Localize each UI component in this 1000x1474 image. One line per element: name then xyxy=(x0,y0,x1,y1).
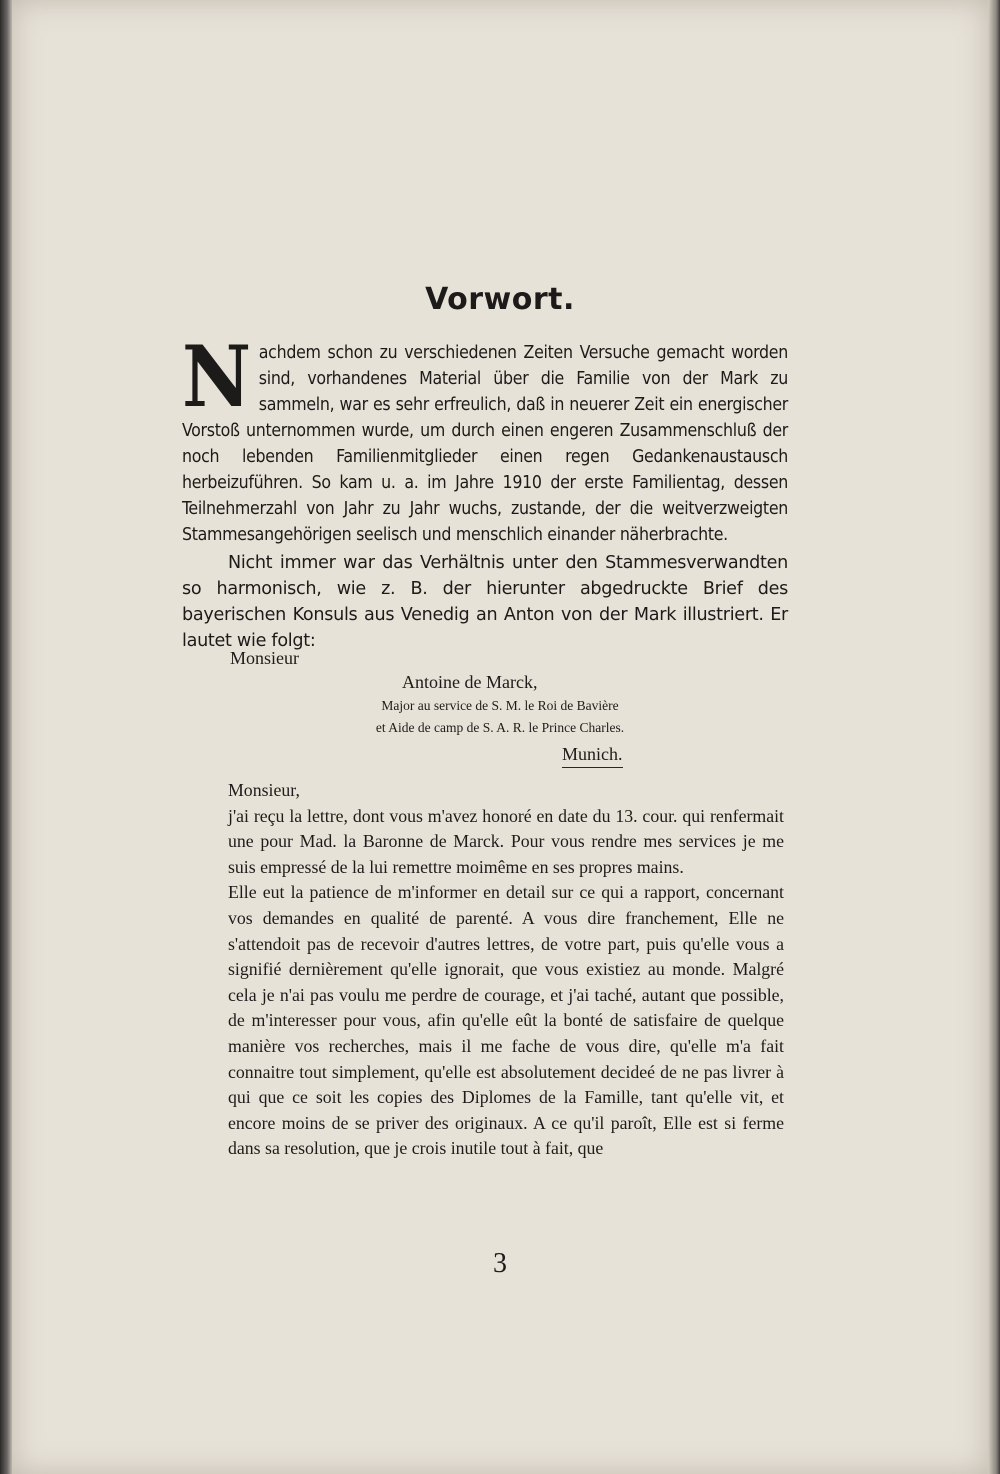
address-salutation: Monsieur xyxy=(230,648,299,668)
intro-paragraph-1 xyxy=(182,327,788,548)
drop-cap: N xyxy=(182,327,251,426)
addressee-rank-line-2: et Aide de camp de S. A. R. le Prince Charles. xyxy=(375,720,625,735)
address-city: Munich. xyxy=(562,744,623,768)
page-title: Vorwort. xyxy=(425,282,575,317)
addressee-rank-line-1: Major au service de S. M. le Roi de Bavière xyxy=(381,698,619,713)
letter-body xyxy=(228,778,784,1162)
letter-paragraph-1: j'ai reçu la lettre, dont vous m'avez honoré en date du 13. cour. qui renfermait une pour Mad. la Baronne de Marck. Pour vous rendre mes services je me suis empressé de la lui remettre moimême en ses propres mains. xyxy=(228,805,784,877)
letter-paragraph-2: Elle eut la patience de m'informer en detail sur ce qui a rapport, concernant vos demandes en qualité de parenté. A vous dire franchement, Elle ne s'attendoit pas de recevoir d'autres lettres, de votre part, puis qu'elle vous a signifié dernièrement qu'elle ignorait, que vous existiez au monde. Malgré cela je n'ai pas voulu me perdre de courage, et j'ai taché, autant que possible, de m'interesser pour vous, afin qu'elle eût la bonté de satisfaire de quelque manière vos recherches, mais il me fache de vous dire, qu'elle m'a fait connaitre tout simplement, qu'elle est absolutement decideé de ne pas livrer à qui que ce soit les copies des Diplomes de la Famille, tant qu'elle vit, et encore moins de se priver des originaux. A ce qu'il paroît, Elle est si ferme dans sa resolution, que je crois inutile tout à fait, que xyxy=(228,882,784,1159)
intro-paragraph-2: Nicht immer war das Verhältnis unter den Stammesverwandten so harmonisch, wie z. B. der hierunter abgedruckte Brief des bayerischen Konsuls aus Venedig an Anton von der Mark illustriert. Er lautet wie folgt: xyxy=(182,553,788,651)
intro-paragraph-1-text: achdem schon zu verschiedenen Zeiten Versuche gemacht worden sind, vorhandenes Material über die Familie von der Mark zu sammeln, war es sehr erfreulich, daß in neuerer Zeit ein energischer Vorstoß unternommen wurde, um durch einen engeren Zusammenschluß der noch lebenden Familienmitglieder einen regen Gedankenaustausch herbeizuführen. So kam u. a. im Jahre 1910 der erste Familientag, dessen Teilnehmerzahl von Jahr zu Jahr wuchs, zustande, der die weitverzweigten Stammesangehörigen seelisch und menschlich einander näherbrachte. xyxy=(182,343,788,545)
addressee-name: Antoine de Marck, xyxy=(402,672,538,692)
page-number: 3 xyxy=(493,1248,507,1279)
letter-opening: Monsieur, xyxy=(228,780,300,800)
